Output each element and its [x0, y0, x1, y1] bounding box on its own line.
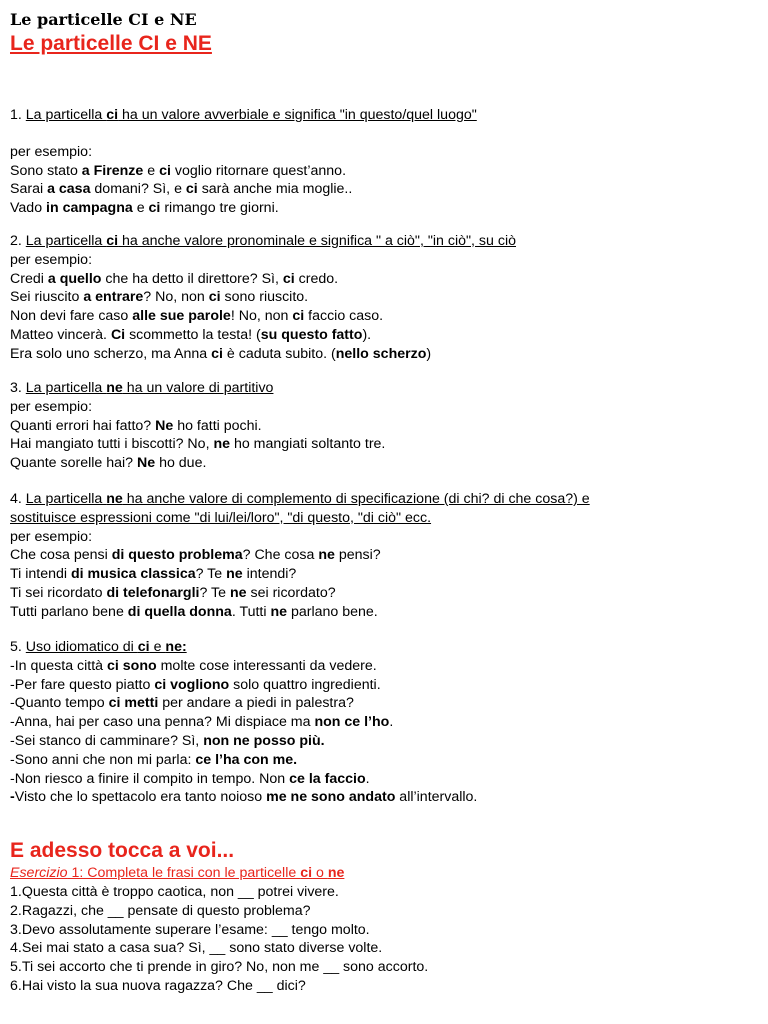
exercise-list — [10, 883, 762, 996]
example-line: Sarai a casa domani? Sì, e ci sarà anche mia moglie.. — [10, 181, 353, 198]
exercise-item: 2.Ragazzi, che __ pensate di questo problema? — [10, 902, 311, 919]
example-line: -Sono anni che non mi parla: ce l’ha con me. — [10, 751, 298, 768]
section-1-heading: 1. La particella ci ha un valore avverbiale e significa "in questo/quel luogo" — [10, 107, 477, 123]
section-4-heading-cont: sostituisce espressioni come "di lui/lei/loro", "di questo, "di ciò" ecc. — [10, 509, 432, 526]
example-line: Matteo vincerà. Ci scommetto la testa! (su questo fatto). — [10, 326, 372, 343]
section-2-heading: 2. La particella ci ha anche valore pronominale e significa " a ciò", "in ciò", su ciò — [10, 233, 516, 249]
document-header: Le particelle CI e NE — [10, 10, 197, 29]
example-label: per esempio: — [10, 528, 93, 545]
section-3-heading: 3. La particella ne ha un valore di partitivo — [10, 380, 274, 396]
example-line: -Quanto tempo ci metti per andare a piedi in palestra? — [10, 695, 354, 712]
example-line: -Sei stanco di camminare? Sì, non ne posso più. — [10, 732, 325, 749]
section-2 — [10, 232, 762, 364]
example-line: Sono stato a Firenze e ci voglio ritornare quest’anno. — [10, 162, 347, 179]
section-3 — [10, 379, 762, 473]
section-4-heading: 4. La particella ne ha anche valore di complemento di specificazione (di chi? di che cosa?) e — [10, 491, 590, 507]
example-line: Hai mangiato tutti i biscotti? No, ne ho mangiati soltanto tre. — [10, 436, 386, 453]
section-5 — [10, 638, 762, 807]
example-line: -Anna, hai per caso una penna? Mi dispiace ma non ce l’ho. — [10, 714, 394, 731]
exercise-section-title: E adesso tocca a voi... — [10, 839, 235, 862]
example-line: -Visto che lo spettacolo era tanto noioso me ne sono andato all’intervallo. — [10, 789, 478, 806]
exercise-item: 1.Questa città è troppo caotica, non __ potrei vivere. — [10, 884, 339, 900]
example-line: -Non riesco a finire il compito in tempo. Non ce la faccio. — [10, 770, 370, 787]
example-label: per esempio: — [10, 398, 93, 415]
example-line: Credi a quello che ha detto il direttore? Sì, ci credo. — [10, 270, 339, 287]
example-line: Quante sorelle hai? Ne ho due. — [10, 455, 207, 472]
exercise-item: 5.Ti sei accorto che ti prende in giro? No, non me __ sono accorto. — [10, 959, 429, 976]
exercise-item: 3.Devo assolutamente superare l’esame: __ tengo molto. — [10, 921, 370, 938]
example-line: Tutti parlano bene di quella donna. Tutti ne parlano bene. — [10, 603, 378, 620]
example-line: Quanti errori hai fatto? Ne ho fatti pochi. — [10, 417, 262, 434]
exercise-instruction: Esercizio 1: Completa le frasi con le particelle ci o ne — [10, 865, 345, 881]
example-line: Ti sei ricordato di telefonargli? Te ne sei ricordato? — [10, 584, 336, 601]
example-line: Era solo uno scherzo, ma Anna ci è caduta subito. (nello scherzo) — [10, 345, 432, 362]
example-line: Vado in campagna e ci rimango tre giorni. — [10, 200, 279, 217]
exercise-item: 6.Hai visto la sua nuova ragazza? Che __ dici? — [10, 977, 306, 994]
example-label: per esempio: — [10, 251, 93, 268]
example-line: Ti intendi di musica classica? Te ne intendi? — [10, 566, 297, 583]
example-line: -Per fare questo piatto ci vogliono solo quattro ingredienti. — [10, 676, 381, 693]
example-label: per esempio: — [10, 143, 93, 160]
example-line: Sei riuscito a entrare? No, non ci sono riuscito. — [10, 289, 309, 306]
section-1 — [10, 106, 762, 218]
example-line: Che cosa pensi di questo problema? Che cosa ne pensi? — [10, 547, 381, 564]
example-line: -In questa città ci sono molte cose interessanti da vedere. — [10, 657, 377, 674]
example-line: Non devi fare caso alle sue parole! No, non ci faccio caso. — [10, 308, 384, 325]
page-title: Le particelle CI e NE — [10, 32, 212, 55]
section-5-heading: 5. Uso idiomatico di ci e ne: — [10, 639, 187, 655]
section-4 — [10, 490, 762, 622]
exercise-item: 4.Sei mai stato a casa sua? Sì, __ sono stato diverse volte. — [10, 940, 383, 957]
